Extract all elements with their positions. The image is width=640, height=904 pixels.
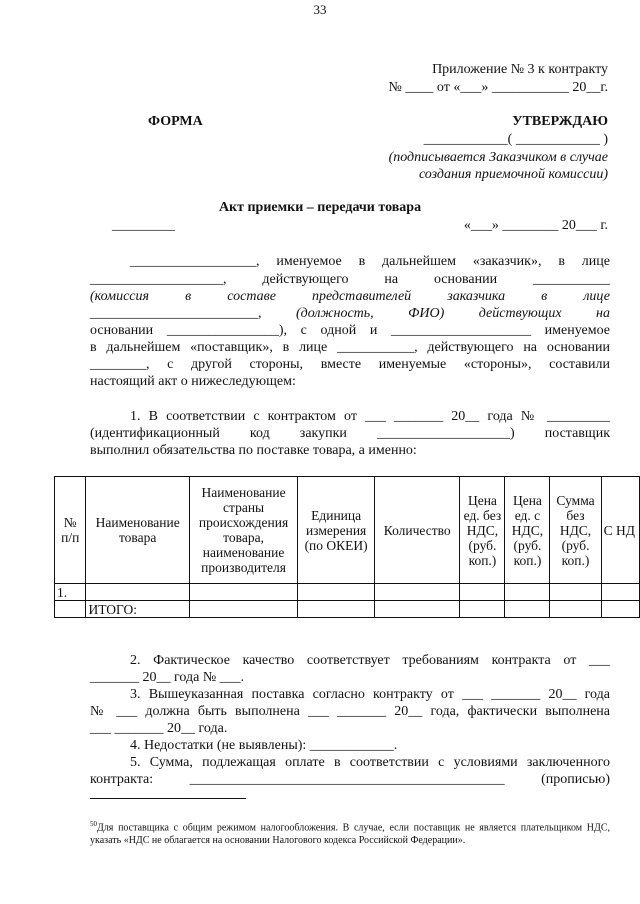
total-label: ИТОГО: [86,601,189,618]
closing-line-8: контракта: _____________________________________________ (прописью) [90,772,610,787]
table-row [55,584,640,601]
header-unit: Единица измерения (по ОКЕИ) [298,477,375,584]
intro-line-6: в дальнейшем «поставщик», в лице ___________, действующего на основании [90,340,610,355]
approve-title: УТВЕРЖДАЮ [512,114,608,129]
closing-line-4: № ___ должна быть выполнена ___ _______ 20__ года, фактически выполнена [90,704,610,719]
footnote [90,818,610,847]
header-price-vat: Цена ед. с НДС, (руб. коп.) [505,477,550,584]
header-product-name: Наименование товара [86,477,189,584]
row-number: 1. [55,584,86,601]
header-origin-country: Наименование страны происхождения товара, наименование производителя [189,477,297,584]
intro-line-2: ___________________, действующего на основании ___________ [90,272,610,287]
act-place-blank: _________ [112,218,175,233]
appendix-line-2: № ____ от «___» ___________ 20__г. [388,80,608,95]
appendix-line-1: Приложение № 3 к контракту [432,62,608,77]
act-date: «___» ________ 20___ г. [463,218,608,233]
form-label: ФОРМА [148,114,203,129]
header-sum-vat: С НД [601,477,639,584]
goods-table [54,476,640,618]
approve-note-2: создания приемочной комиссии) [418,167,608,182]
approve-note-1: (подписывается Заказчиком в случае [388,150,608,165]
footnote-divider [90,798,246,799]
para1-line-2: (идентификационный код закупки ___________________) поставщик [90,426,610,441]
footnote-mark: 50 [90,820,97,828]
closing-line-1: 2. Фактическое качество соответствует требованиям контракта от ___ [130,653,610,668]
intro-line-4: ________________________, (должность, ФИО) действующих на [90,306,610,321]
page-number: 33 [313,2,327,17]
table-header-row [55,477,640,584]
closing-line-5: ___ _______ 20__ года. [90,721,228,736]
intro-line-8: настоящий акт о нижеследующем: [90,374,296,389]
table-total-row [55,601,640,618]
header-quantity: Количество [374,477,459,584]
header-num: № п/п [55,477,86,584]
intro-line-7: ________, с другой стороны, вместе именуемые «стороны», составили [90,357,610,372]
closing-line-7: 5. Сумма, подлежащая оплате в соответствии с условиями заключенного [130,755,610,770]
intro-line-3: (комиссия в составе представителей заказчика в лице [90,289,610,304]
header-sum-no-vat: Сумма без НДС, (руб. коп.) [550,477,601,584]
footnote-text: Для поставщика с общим режимом налогообложения. В случае, если поставщик не является плательщиком НДС, указать «НДС не облагается на основании Налогового кодекса Российской Федерации». [90,822,610,847]
intro-line-1: __________________, именуемое в дальнейшем «заказчик», в лице [130,254,610,269]
intro-line-5: основании ________________), с одной и ____________________ именуемое [90,323,610,338]
approve-signature-line: ____________( ____________ ) [423,132,608,147]
para1-line-1: 1. В соответствии с контрактом от ___ _______ 20__ года № _________ [130,409,610,424]
closing-line-3: 3. Вышеуказанная поставка согласно контракту от ___ _______ 20__ года [130,687,610,702]
closing-line-2: _______ 20__ года № ___. [90,670,245,685]
header-price-no-vat: Цена ед. без НДС, (руб. коп.) [460,477,505,584]
para1-line-3: выполнил обязательства по поставке товара, а именно: [90,443,417,458]
closing-line-6: 4. Недостатки (не выявлены): ____________. [130,738,398,753]
act-title: Акт приемки – передачи товара [218,200,422,215]
